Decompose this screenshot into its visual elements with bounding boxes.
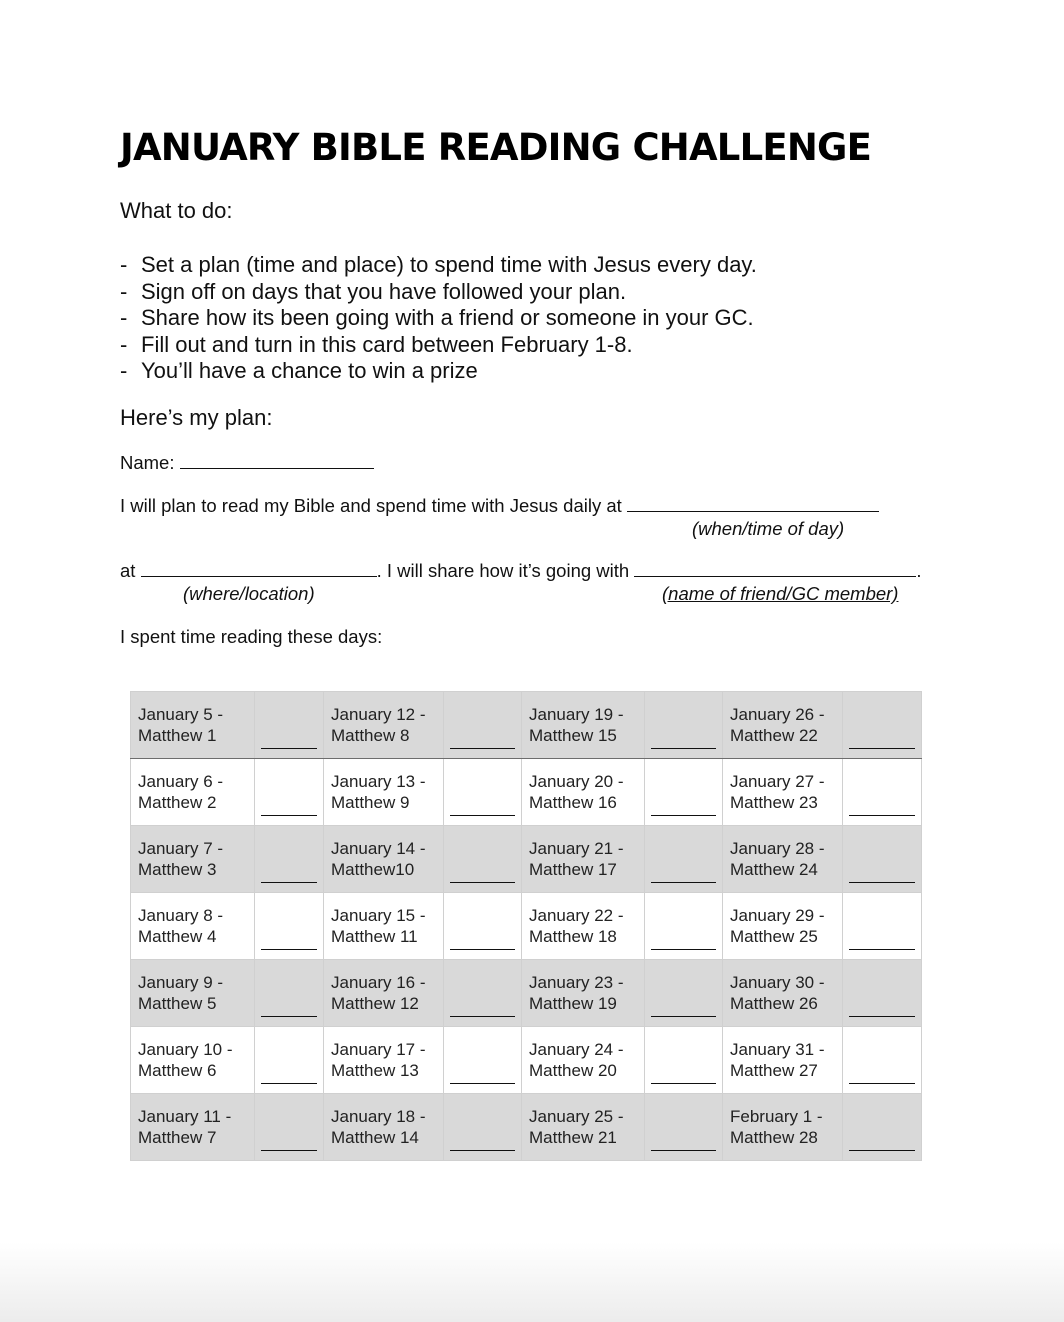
- reading-passage: Matthew 15: [529, 726, 617, 745]
- reading-passage: Matthew 11: [331, 927, 418, 946]
- reading-passage: Matthew 26: [730, 994, 818, 1013]
- reading-passage: Matthew 23: [730, 793, 818, 812]
- signoff-cell[interactable]: [255, 692, 324, 759]
- reading-passage: Matthew 9: [331, 793, 410, 812]
- reading-passage: Matthew 8: [331, 726, 410, 745]
- reading-date: January 24 -: [529, 1039, 624, 1059]
- reading-day-cell: [131, 960, 255, 1027]
- table-row: [131, 893, 922, 960]
- signoff-cell[interactable]: [645, 692, 723, 759]
- signoff-cell[interactable]: [645, 960, 723, 1027]
- reading-date: January 21 -: [529, 838, 624, 858]
- signoff-blank[interactable]: [450, 948, 515, 950]
- table-row: [131, 1094, 922, 1161]
- instruction-item: - You’ll have a chance to win a prize: [120, 358, 478, 383]
- reading-passage: Matthew 22: [730, 726, 818, 745]
- reading-date: January 9 -: [138, 972, 224, 992]
- signoff-cell[interactable]: [444, 893, 522, 960]
- reading-day-cell: [723, 759, 843, 826]
- reading-day-cell: [522, 893, 645, 960]
- reading-passage: Matthew 18: [529, 927, 617, 946]
- reading-passage: Matthew 12: [331, 994, 419, 1013]
- reading-day-cell: [131, 759, 255, 826]
- signoff-cell[interactable]: [843, 1027, 922, 1094]
- signoff-blank[interactable]: [450, 1015, 515, 1017]
- reading-passage: Matthew 16: [529, 793, 617, 812]
- location-blank[interactable]: [141, 560, 377, 577]
- signoff-cell[interactable]: [444, 692, 522, 759]
- signoff-blank[interactable]: [849, 948, 915, 950]
- reading-day-cell: [324, 1094, 444, 1161]
- friend-blank[interactable]: [634, 560, 916, 577]
- reading-date: January 5 -: [138, 704, 224, 724]
- reading-day-cell: [522, 960, 645, 1027]
- signoff-blank[interactable]: [651, 881, 716, 883]
- signoff-blank[interactable]: [651, 948, 716, 950]
- reading-passage: Matthew 21: [529, 1128, 617, 1147]
- reading-table: [130, 691, 922, 1161]
- signoff-blank[interactable]: [651, 1015, 716, 1017]
- period: .: [916, 560, 922, 581]
- reading-date: January 19 -: [529, 704, 624, 724]
- reading-date: January 23 -: [529, 972, 624, 992]
- instruction-item: - Set a plan (time and place) to spend time with Jesus every day.: [120, 252, 757, 277]
- table-row: [131, 960, 922, 1027]
- name-line: [120, 452, 374, 474]
- reading-day-cell: [522, 1094, 645, 1161]
- reading-passage: Matthew 5: [138, 994, 217, 1013]
- reading-passage: Matthew 3: [138, 860, 217, 879]
- reading-passage: Matthew 28: [730, 1128, 818, 1147]
- reading-day-cell: [131, 893, 255, 960]
- signoff-cell[interactable]: [255, 1094, 324, 1161]
- at-label: at: [120, 560, 136, 581]
- signoff-cell[interactable]: [255, 826, 324, 893]
- reading-date: January 10 -: [138, 1039, 233, 1059]
- reading-date: January 15 -: [331, 905, 426, 925]
- reading-date: January 11 -: [138, 1106, 232, 1126]
- reading-date: January 16 -: [331, 972, 426, 992]
- plan-line: [120, 495, 879, 517]
- signoff-blank[interactable]: [450, 1149, 515, 1151]
- reading-day-cell: [324, 826, 444, 893]
- signoff-cell[interactable]: [255, 1027, 324, 1094]
- reading-passage: Matthew 20: [529, 1061, 617, 1080]
- signoff-cell[interactable]: [255, 893, 324, 960]
- reading-date: February 1 -: [730, 1106, 823, 1126]
- reading-day-cell: [723, 1027, 843, 1094]
- signoff-cell[interactable]: [444, 1027, 522, 1094]
- reading-passage: Matthew 19: [529, 994, 617, 1013]
- instruction-item: - Sign off on days that you have followed your plan.: [120, 278, 627, 304]
- table-row: [131, 692, 922, 759]
- signoff-blank[interactable]: [261, 814, 317, 816]
- signoff-cell[interactable]: [444, 759, 522, 826]
- page-bottom-shade: [0, 1242, 1064, 1322]
- signoff-blank[interactable]: [261, 1082, 317, 1084]
- reading-date: January 22 -: [529, 905, 624, 925]
- signoff-cell[interactable]: [645, 1094, 723, 1161]
- reading-day-cell: [131, 826, 255, 893]
- signoff-blank[interactable]: [849, 747, 915, 749]
- instruction-item: - Share how its been going with a friend or someone in your GC.: [120, 305, 754, 330]
- reading-day-cell: [723, 893, 843, 960]
- reading-date: January 29 -: [730, 905, 825, 925]
- signoff-cell[interactable]: [645, 826, 723, 893]
- signoff-cell[interactable]: [255, 960, 324, 1027]
- plan-text: I will plan to read my Bible and spend time with Jesus daily at: [120, 495, 622, 516]
- reading-passage: Matthew 13: [331, 1061, 419, 1080]
- reading-passage: Matthew 27: [730, 1061, 818, 1080]
- reading-passage: Matthew 17: [529, 860, 617, 879]
- signoff-cell[interactable]: [843, 759, 922, 826]
- reading-passage: Matthew 7: [138, 1128, 217, 1147]
- signoff-cell[interactable]: [255, 759, 324, 826]
- signoff-cell[interactable]: [645, 1027, 723, 1094]
- signoff-blank[interactable]: [849, 1015, 915, 1017]
- reading-day-cell: [522, 692, 645, 759]
- reading-passage: Matthew 25: [730, 927, 818, 946]
- signoff-blank[interactable]: [450, 747, 515, 749]
- reading-day-cell: [723, 826, 843, 893]
- reading-date: January 27 -: [730, 771, 825, 791]
- signoff-blank[interactable]: [651, 814, 716, 816]
- reading-date: January 7 -: [138, 838, 224, 858]
- page-title: JANUARY BIBLE READING CHALLENGE: [120, 126, 872, 169]
- signoff-cell[interactable]: [645, 893, 723, 960]
- reading-passage: Matthew 14: [331, 1128, 419, 1147]
- signoff-cell[interactable]: [843, 960, 922, 1027]
- signoff-blank[interactable]: [261, 948, 317, 950]
- reading-passage: Matthew10: [331, 860, 415, 879]
- reading-day-cell: [723, 692, 843, 759]
- days-intro: I spent time reading these days:: [120, 626, 383, 647]
- signoff-blank[interactable]: [261, 881, 317, 883]
- reading-table-body: [131, 692, 922, 1161]
- signoff-cell[interactable]: [843, 893, 922, 960]
- reading-day-cell: [131, 1094, 255, 1161]
- reading-passage: Matthew 2: [138, 793, 217, 812]
- signoff-blank[interactable]: [849, 1082, 915, 1084]
- reading-passage: Matthew 1: [138, 726, 217, 745]
- name-label: Name:: [120, 452, 175, 473]
- reading-date: January 14 -: [331, 838, 426, 858]
- reading-day-cell: [131, 692, 255, 759]
- reading-passage: Matthew 24: [730, 860, 818, 879]
- share-text: . I will share how it’s going with: [376, 560, 630, 581]
- instructions-list: [120, 252, 757, 385]
- reading-date: January 8 -: [138, 905, 224, 925]
- signoff-cell[interactable]: [444, 826, 522, 893]
- signoff-blank[interactable]: [651, 1082, 716, 1084]
- reading-date: January 31 -: [730, 1039, 825, 1059]
- name-blank[interactable]: [180, 452, 374, 469]
- signoff-cell[interactable]: [843, 1094, 922, 1161]
- what-to-do-heading: What to do:: [120, 198, 233, 223]
- reading-day-cell: [723, 960, 843, 1027]
- instruction-item: - Fill out and turn in this card between February 1-8.: [120, 331, 633, 357]
- table-row: [131, 826, 922, 893]
- reading-date: January 17 -: [331, 1039, 426, 1059]
- reading-date: January 25 -: [529, 1106, 624, 1126]
- signoff-cell[interactable]: [444, 1094, 522, 1161]
- plan-heading: Here’s my plan:: [120, 405, 273, 430]
- reading-date: January 20 -: [529, 771, 624, 791]
- signoff-blank[interactable]: [450, 1082, 515, 1084]
- signoff-cell[interactable]: [444, 960, 522, 1027]
- reading-day-cell: [522, 759, 645, 826]
- signoff-cell[interactable]: [843, 826, 922, 893]
- location-share-line: [120, 560, 921, 582]
- reading-day-cell: [324, 759, 444, 826]
- signoff-blank[interactable]: [849, 1149, 915, 1151]
- reading-date: January 13 -: [331, 771, 426, 791]
- when-hint: (when/time of day): [692, 518, 845, 539]
- reading-day-cell: [522, 1027, 645, 1094]
- signoff-blank[interactable]: [261, 1149, 317, 1151]
- reading-passage: Matthew 4: [138, 927, 217, 946]
- signoff-blank[interactable]: [849, 814, 915, 816]
- reading-date: January 12 -: [331, 704, 426, 724]
- signoff-blank[interactable]: [651, 1149, 716, 1151]
- time-blank[interactable]: [627, 495, 879, 512]
- signoff-blank[interactable]: [651, 747, 716, 749]
- signoff-blank[interactable]: [261, 747, 317, 749]
- signoff-blank[interactable]: [450, 814, 515, 816]
- signoff-cell[interactable]: [843, 692, 922, 759]
- reading-date: January 26 -: [730, 704, 825, 724]
- reading-day-cell: [723, 1094, 843, 1161]
- reading-date: January 6 -: [138, 771, 224, 791]
- signoff-blank[interactable]: [450, 881, 515, 883]
- reading-date: January 18 -: [331, 1106, 426, 1126]
- signoff-cell[interactable]: [645, 759, 723, 826]
- reading-date: January 28 -: [730, 838, 825, 858]
- reading-day-cell: [324, 893, 444, 960]
- reading-day-cell: [324, 960, 444, 1027]
- where-hint: (where/location): [183, 583, 315, 604]
- reading-day-cell: [522, 826, 645, 893]
- reading-day-cell: [324, 692, 444, 759]
- reading-day-cell: [324, 1027, 444, 1094]
- table-row: [131, 1027, 922, 1094]
- reading-date: January 30 -: [730, 972, 825, 992]
- friend-hint: (name of friend/GC member): [662, 583, 899, 604]
- reading-day-cell: [131, 1027, 255, 1094]
- signoff-blank[interactable]: [849, 881, 915, 883]
- reading-passage: Matthew 6: [138, 1061, 217, 1080]
- signoff-blank[interactable]: [261, 1015, 317, 1017]
- table-row: [131, 759, 922, 826]
